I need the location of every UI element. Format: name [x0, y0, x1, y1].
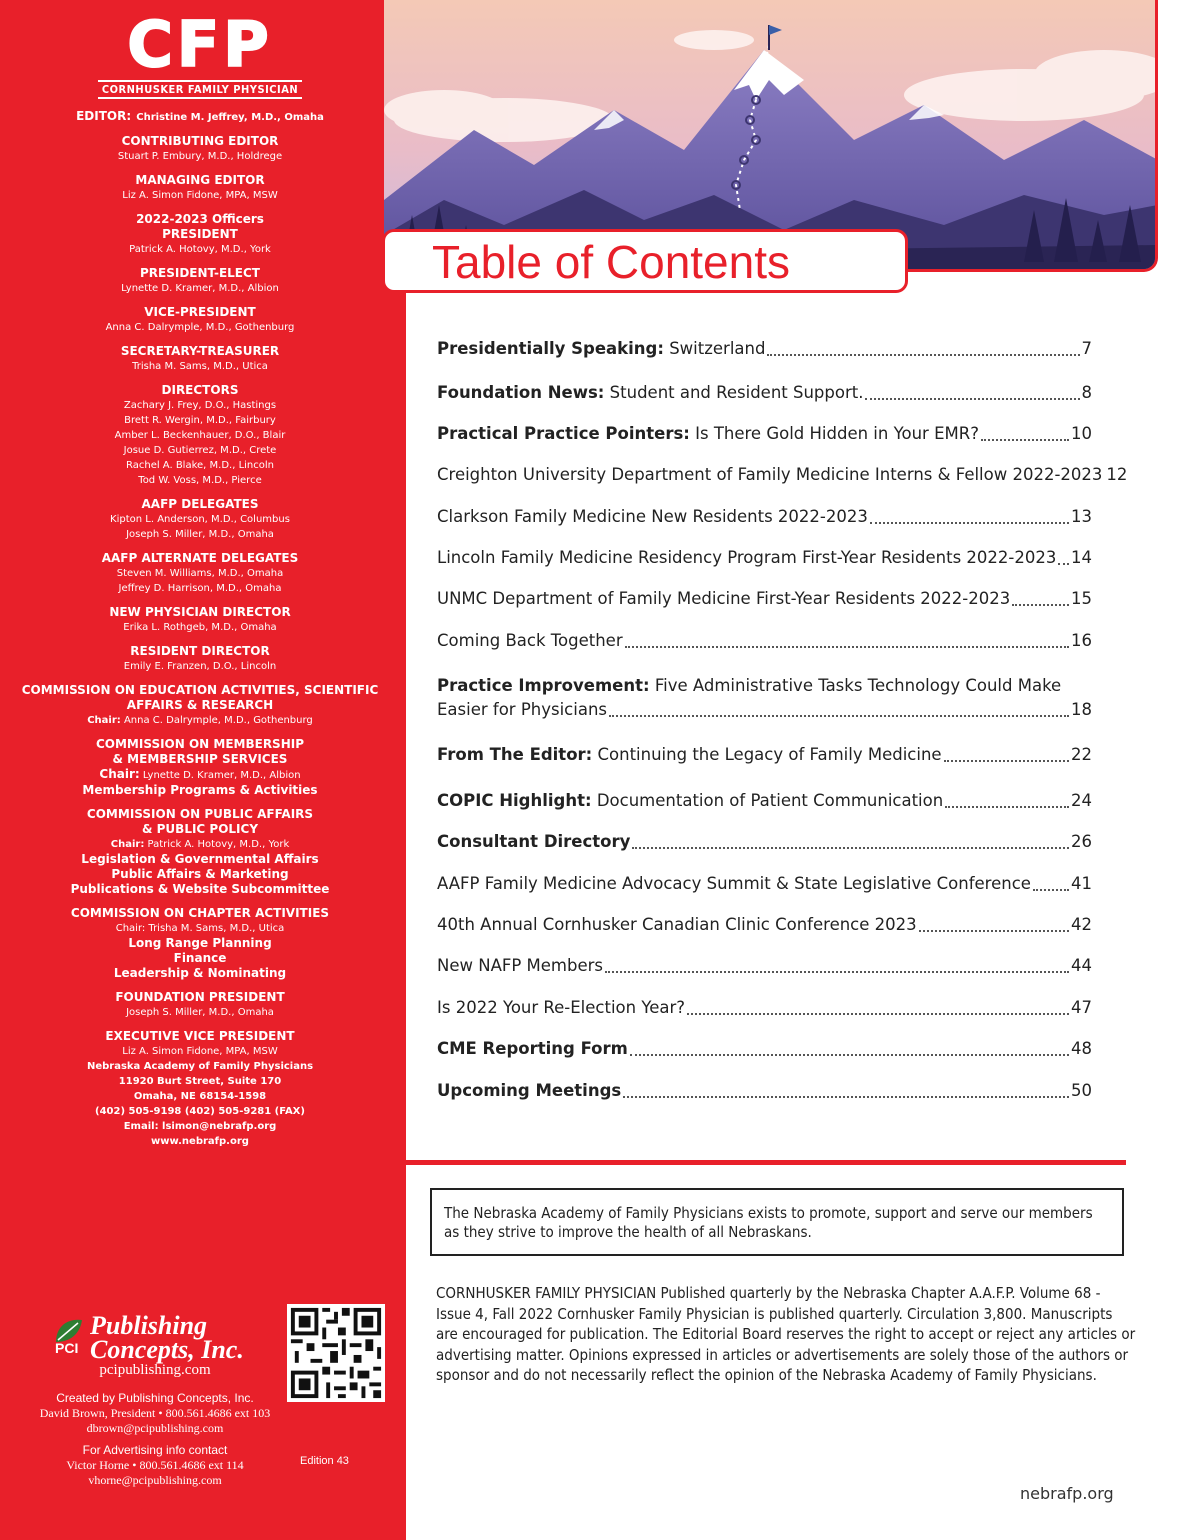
toc-leader-dots [945, 805, 1069, 808]
section-line: Liz A. Simon Fidone, MPA, MSW [122, 1046, 278, 1057]
toc-entry-page: 48 [1071, 1039, 1092, 1058]
pci-block [30, 1312, 280, 1380]
toc-leader-dots [919, 929, 1069, 932]
subcommittee: Finance [173, 951, 227, 965]
contact-line: Omaha, NE 68154-1598 [133, 1091, 267, 1102]
ad-contact-person: Victor Horne • 800.561.4686 ext 114 [66, 1458, 244, 1472]
toc-entry-title: Documentation of Patient Communication [591, 791, 944, 810]
section-heading: 2022-2023 Officers [136, 212, 264, 226]
president-contact: David Brown, President • 800.561.4686 ext 103 [39, 1406, 271, 1420]
section-heading: COMMISSION ON MEMBERSHIP [95, 737, 305, 751]
toc-leader-dots [870, 521, 1069, 524]
section-heading: PRESIDENT [162, 227, 238, 241]
toc-leader-dots [944, 759, 1069, 762]
masthead-section [0, 644, 400, 674]
ad-contact-email[interactable]: vhorne@pcipublishing.com [88, 1473, 222, 1487]
masthead-section [0, 305, 400, 335]
masthead-section [0, 266, 400, 296]
toc-entry[interactable] [437, 913, 1092, 937]
section-line: Amber L. Beckenhauer, D.O., Blair [114, 430, 286, 441]
qr-code-icon [287, 1304, 385, 1402]
section-line: Zachary J. Frey, D.O., Hastings [123, 400, 277, 411]
section-line: Josue D. Gutierrez, M.D., Crete [123, 445, 277, 456]
toc-entry-title: Is 2022 Your Re-Election Year? [437, 998, 686, 1017]
toc-entry-page: 14 [1071, 548, 1092, 567]
chair-label: Chair: [99, 767, 140, 781]
masthead-section [0, 551, 400, 596]
commission-public [0, 807, 400, 897]
toc-entry[interactable] [437, 381, 1092, 405]
section-heading: NEW PHYSICIAN DIRECTOR [109, 605, 291, 619]
chair-name: Lynette D. Kramer, M.D., Albion [142, 770, 301, 781]
masthead-section [0, 212, 400, 257]
toc-entry-page: 24 [1071, 791, 1092, 810]
chair-label: Chair: [87, 715, 121, 726]
editor-value: Christine M. Jeffrey, M.D., Omaha [136, 112, 324, 123]
toc-entry-title: Five Administrative Tasks Technology Could Make [649, 676, 1062, 695]
toc-entry-title: Clarkson Family Medicine New Residents 2022-2023 [437, 507, 868, 526]
section-line: Stuart P. Embury, M.D., Holdrege [117, 151, 283, 162]
section-line: Joseph S. Miller, M.D., Omaha [126, 1007, 274, 1018]
toc-leader-dots [632, 846, 1069, 849]
toc-entry-title: AAFP Family Medicine Advocacy Summit & State Legislative Conference [437, 874, 1031, 893]
toc-entry-title: Is There Gold Hidden in Your EMR? [689, 424, 979, 443]
section-line: Liz A. Simon Fidone, MPA, MSW [122, 190, 278, 201]
subcommittee: Public Affairs & Marketing [111, 867, 289, 881]
editor-line [0, 105, 400, 125]
subcommittee: Membership Programs & Activities [82, 783, 318, 797]
toc-entry[interactable] [437, 546, 1092, 570]
toc-entry-page: 16 [1071, 631, 1092, 650]
cfp-logo [0, 8, 400, 99]
toc-entry-title: Lincoln Family Medicine Residency Program First-Year Residents 2022-2023 [437, 548, 1057, 567]
toc-leader-dots [623, 1095, 1069, 1098]
toc-entry-page: 41 [1071, 874, 1092, 893]
toc-entry-page: 44 [1071, 956, 1092, 975]
pci-logo [30, 1311, 280, 1364]
toc-entry-lead: Foundation News: [437, 383, 605, 402]
toc-entry-first-line[interactable] [437, 674, 1061, 698]
section-line: Anna C. Dalrymple, M.D., Gothenburg [105, 322, 295, 333]
toc-entry-title: Continuing the Legacy of Family Medicine [592, 745, 942, 764]
subcommittee: Long Range Planning [128, 936, 272, 950]
chair-name: Patrick A. Hotovy, M.D., York [147, 839, 290, 850]
toc-leader-dots [609, 714, 1069, 717]
section-line: Tod W. Voss, M.D., Pierce [138, 475, 262, 486]
toc-entry-title: Coming Back Together [437, 631, 623, 650]
chair-line [0, 837, 400, 852]
toc-entry-page: 22 [1071, 745, 1092, 764]
toc-entry-page: 12 [1106, 465, 1128, 484]
subcommittee: Legislation & Governmental Affairs [81, 852, 319, 866]
toc-entry-title-cont: Easier for Physicians [437, 700, 608, 719]
section-heading: EXECUTIVE VICE PRESIDENT [105, 1029, 295, 1043]
chair-line [0, 713, 400, 728]
contact-line: Nebraska Academy of Family Physicians [86, 1061, 314, 1072]
toc-leader-dots [767, 353, 1079, 356]
section-line: Kipton L. Anderson, M.D., Columbus [110, 514, 290, 525]
toc-entry-lead: Practical Practice Pointers: [437, 424, 690, 443]
chair-line [0, 767, 400, 783]
section-heading: COMMISSION ON PUBLIC AFFAIRS [86, 807, 314, 821]
subcommittee: Leadership & Nominating [113, 966, 287, 980]
section-heading: COMMISSION ON CHAPTER ACTIVITIES [70, 906, 330, 920]
masthead-section [0, 134, 400, 164]
toc-entry-page: 10 [1071, 424, 1092, 443]
masthead-section [0, 173, 400, 203]
toc-entry[interactable] [437, 1079, 1092, 1103]
toc-entry-title: New NAFP Members [437, 956, 604, 975]
section-line: Lynette D. Kramer, M.D., Albion [121, 283, 279, 294]
contact-line: (402) 505-9198 (402) 505-9281 (FAX) [95, 1106, 305, 1117]
toc-entry[interactable] [437, 587, 1092, 611]
website-link[interactable]: www.nebrafp.org [151, 1136, 249, 1147]
section-heading: COMMISSION ON EDUCATION ACTIVITIES, SCIENTIFIC [21, 683, 379, 697]
editor-label: EDITOR: [76, 109, 132, 123]
foundation-president [0, 990, 400, 1020]
toc-entry[interactable] [437, 1037, 1092, 1061]
section-heading: AFFAIRS & RESEARCH [126, 698, 274, 712]
toc-entry-lead: From The Editor: [437, 745, 593, 764]
section-heading: & PUBLIC POLICY [141, 822, 259, 836]
section-heading: SECRETARY-TREASURER [120, 344, 280, 358]
toc-entry-lead: COPIC Highlight: [437, 791, 592, 810]
created-by: Created by Publishing Concepts, Inc. [56, 1391, 254, 1405]
toc-entry-lead: Upcoming Meetings [437, 1081, 622, 1100]
toc-entry[interactable] [437, 422, 1092, 446]
masthead-list [0, 105, 400, 1158]
toc-leader-dots [605, 970, 1069, 973]
section-heading: RESIDENT DIRECTOR [130, 644, 270, 658]
toc-leader-dots [981, 438, 1069, 441]
executive-vice-president [0, 1029, 400, 1149]
toc-entry-title: 40th Annual Cornhusker Canadian Clinic Conference 2023 [437, 915, 917, 934]
toc-entry-page: 42 [1071, 915, 1092, 934]
section-line: Emily E. Franzen, D.O., Lincoln [123, 661, 277, 672]
toc-entry-lead: Consultant Directory [437, 832, 631, 851]
masthead-section [0, 344, 400, 374]
toc-entry-title: Switzerland [663, 339, 766, 358]
edition-number: Edition 43 [300, 1455, 349, 1467]
toc-entry[interactable] [437, 337, 1092, 361]
toc-leader-dots [687, 1012, 1069, 1015]
page-title: Table of Contents [432, 236, 791, 288]
section-heading: CONTRIBUTING EDITOR [121, 134, 279, 148]
toc-entry-title: Creighton University Department of Family Medicine Interns & Fellow 2022-2023 [437, 465, 1103, 484]
section-heading: DIRECTORS [161, 383, 239, 397]
section-line: Steven M. Williams, M.D., Omaha [116, 568, 284, 579]
toc-entry[interactable] [437, 463, 1128, 487]
pci-contacts [0, 1390, 310, 1488]
masthead-section [0, 497, 400, 542]
toc-entry-lead: CME Reporting Form [437, 1039, 628, 1058]
toc-entry[interactable] [437, 789, 1092, 813]
logo-letters: CFP [127, 8, 273, 81]
toc-leader-dots [865, 397, 1079, 400]
section-line: Patrick A. Hotovy, M.D., York [129, 244, 271, 255]
president-email[interactable]: dbrown@pcipublishing.com [86, 1421, 224, 1435]
section-line: Erika L. Rothgeb, M.D., Omaha [123, 622, 277, 633]
toc-leader-dots [1012, 603, 1069, 606]
masthead-section [0, 383, 400, 488]
toc-entry[interactable] [437, 743, 1092, 767]
toc-entry[interactable] [437, 996, 1092, 1020]
toc-entry[interactable] [437, 872, 1092, 896]
toc-entry-lead: Presidentially Speaking: [437, 339, 664, 358]
toc-entry-page: 15 [1071, 589, 1092, 608]
section-line: Brett R. Wergin, M.D., Fairbury [124, 415, 276, 426]
section-heading: & MEMBERSHIP SERVICES [112, 752, 288, 766]
pci-logo-line1: Publishing [90, 1311, 208, 1340]
section-heading: MANAGING EDITOR [135, 173, 265, 187]
toc-entry[interactable] [437, 830, 1092, 854]
footer-website[interactable]: nebrafp.org [1020, 1484, 1114, 1503]
toc-entry[interactable] [437, 505, 1092, 529]
masthead-section [0, 605, 400, 635]
section-line: Rachel A. Blake, M.D., Lincoln [126, 460, 274, 471]
toc-leader-dots [1058, 562, 1069, 565]
chair-line: Chair: Trisha M. Sams, M.D., Utica [115, 923, 285, 934]
qr-code[interactable] [287, 1304, 385, 1402]
toc-entry[interactable] [437, 954, 1092, 978]
section-heading: PRESIDENT-ELECT [140, 266, 260, 280]
toc-entry-page: 13 [1071, 507, 1092, 526]
toc-entry-page: 26 [1071, 832, 1092, 851]
commission-membership [0, 737, 400, 798]
email-link[interactable]: Email: lsimon@nebrafp.org [123, 1121, 277, 1132]
subcommittee: Publications & Website Subcommittee [70, 882, 330, 896]
ad-contact-label: For Advertising info contact [82, 1443, 228, 1457]
contact-line: 11920 Burt Street, Suite 170 [118, 1076, 282, 1087]
mission-statement: The Nebraska Academy of Family Physicians exists to promote, support and serve our members as they strive to improve the health of all Nebraskans. [430, 1188, 1124, 1256]
commission-chapter [0, 906, 400, 981]
section-line: Jeffrey D. Harrison, M.D., Omaha [118, 583, 282, 594]
section-heading: AAFP ALTERNATE DELEGATES [101, 551, 299, 565]
pci-logo-line2: Concepts, Inc. [90, 1335, 244, 1364]
toc-entry-lead: Practice Improvement: [437, 676, 650, 695]
chair-label: Chair: [110, 839, 145, 850]
toc-entry-page: 47 [1071, 998, 1092, 1017]
masthead-sidebar [0, 0, 406, 1540]
section-divider [406, 1160, 1126, 1165]
toc-entry-page: 8 [1081, 383, 1092, 402]
section-heading: AAFP DELEGATES [141, 497, 259, 511]
section-line: Trisha M. Sams, M.D., Utica [132, 361, 268, 372]
toc-leader-dots [625, 645, 1069, 648]
publication-info: CORNHUSKER FAMILY PHYSICIAN Published quarterly by the Nebraska Chapter A.A.F.P. Volume 68 - Issue 4, Fall 2022 Cornhusker Family Physician is published quarterly. Circulation 3,800. Manuscripts are encouraged for publication. The Editorial Board reserves the right to accept or reject any articles or advertising matter. Opinions expressed in articles or advertisements are solely those of the authors or sponsor and do not necessarily reflect the opinion of the Nebraska Academy of Family Physicians. [436, 1284, 1136, 1384]
chair-name: Anna C. Dalrymple, M.D., Gothenburg [123, 715, 313, 726]
toc-entry-title: Student and Resident Support. [604, 383, 864, 402]
pci-logo-mark: PCI [55, 1340, 79, 1356]
pci-website[interactable]: pcipublishing.com [99, 1362, 211, 1378]
section-heading: VICE-PRESIDENT [144, 305, 256, 319]
toc-entry-page: 7 [1081, 339, 1092, 358]
toc-entry[interactable] [437, 698, 1092, 722]
logo-subtitle: CORNHUSKER FAMILY PHYSICIAN [98, 80, 302, 99]
section-line: Joseph S. Miller, M.D., Omaha [126, 529, 274, 540]
commission-education [0, 683, 400, 728]
toc-leader-dots [630, 1053, 1069, 1056]
toc-entry-title: UNMC Department of Family Medicine First-Year Residents 2022-2023 [437, 589, 1011, 608]
toc-entry-page: 18 [1071, 700, 1092, 719]
toc-entry-page: 50 [1071, 1081, 1092, 1100]
toc-leader-dots [1033, 888, 1069, 891]
section-heading: FOUNDATION PRESIDENT [115, 990, 285, 1004]
toc-entry[interactable] [437, 629, 1092, 653]
